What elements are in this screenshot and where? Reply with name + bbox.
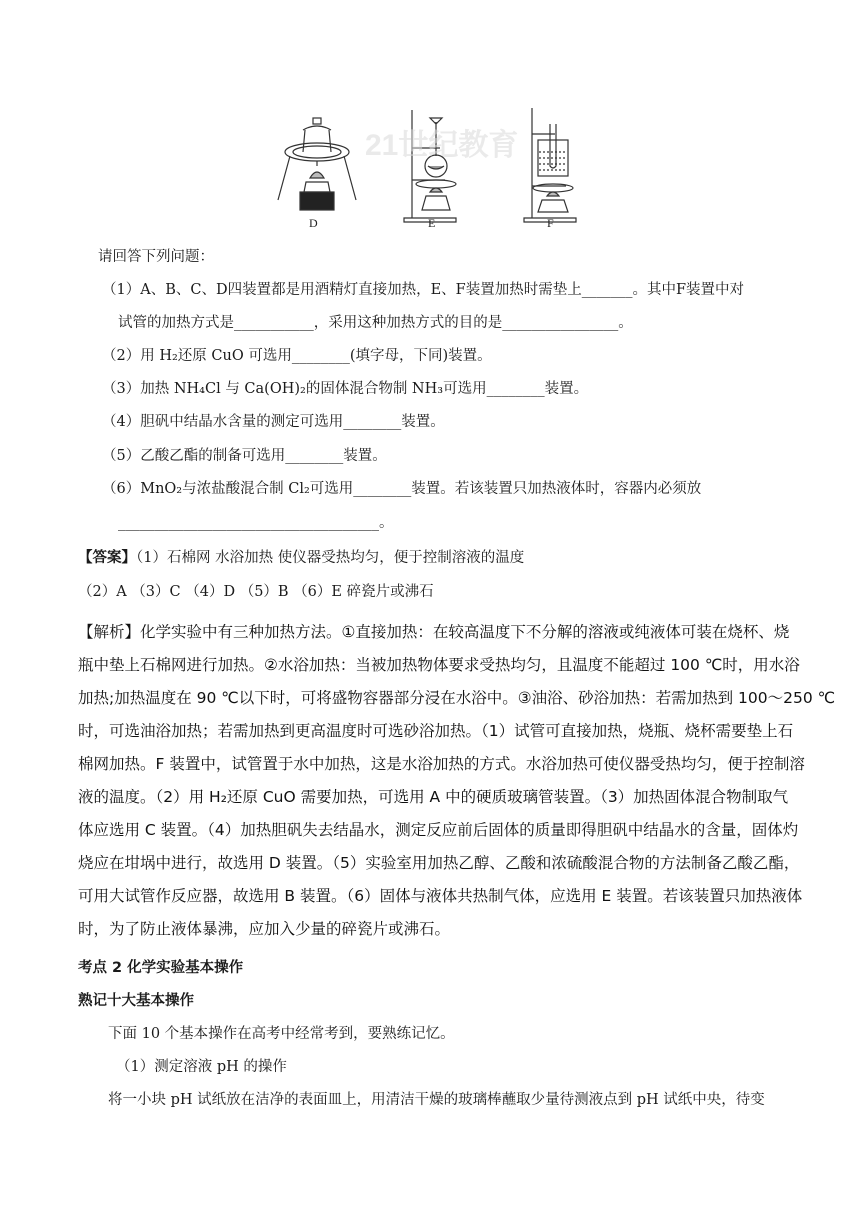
analysis-line: 时，可选油浴加热；若需加热到更高温度时可选砂浴加热。（1）试管可直接加热，烧瓶、烧杯需要垫上石 [78,722,794,740]
analysis-line: 烧应在坩埚中进行，故选用 D 装置。（5）实验室用加热乙醇、乙酸和浓硫酸混合物的方法制备乙酸乙酯， [78,854,800,872]
section-subheading: 熟记十大基本操作 [78,993,194,1009]
question-5: （5）乙酸乙酯的制备可选用________装置。 [102,448,387,464]
analysis-line: 时，为了防止液体暴沸，应加入少量的碎瓷片或沸石。 [78,920,451,938]
question-1-line-1: （1）A、B、C、D四装置都是用酒精灯直接加热，E、F装置加热时需垫上_______。其中F装置中对 [102,282,745,298]
answer-text-1: （1）石棉网 水浴加热 使仪器受热均匀，便于控制溶液的温度 [136,550,525,566]
question-4: （4）胆矾中结晶水含量的测定可选用________装置。 [102,414,445,430]
analysis-line: 体应选用 C 装置。（4）加热胆矾失去结晶水，测定反应前后固体的质量即得胆矾中结晶水的含量，固体灼 [78,821,799,839]
answer-tag: 【答案】 [78,550,136,566]
section-intro: 下面 10 个基本操作在高考中经常考到，要熟练记忆。 [108,1026,455,1042]
watermark-logo: 21世纪教育 [365,129,519,162]
question-6-line-2: ____________________________________。 [118,515,394,531]
analysis-line: 瓶中垫上石棉网进行加热。②水浴加热：当被加热物体要求受热均匀，且温度不能超过 100 ℃时，用水浴 [78,656,800,674]
analysis-line: 棉网加热。F 装置中，试管置于水中加热，这是水浴加热的方式。水浴加热可使仪器受热均匀，便于控制溶 [78,755,805,773]
analysis-line: 液的温度。（2）用 H₂还原 CuO 需要加热，可选用 A 中的硬质玻璃管装置。（3）加热固体混合物制取气 [78,788,789,806]
item-1-text: 将一小块 pH 试纸放在洁净的表面皿上，用清洁干燥的玻璃棒蘸取少量待测液点到 pH 试纸中央，待变 [108,1092,765,1108]
apparatus-figure [270,100,610,235]
question-1-line-2: 试管的加热方式是___________，采用这种加热方式的目的是________________。 [118,315,633,331]
section-heading: 考点 2 化学实验基本操作 [78,960,244,976]
question-6-line-1: （6）MnO₂与浓盐酸混合制 Cl₂可选用________装置。若该装置只加热液体时，容器内必须放 [102,481,702,497]
question-3: （3）加热 NH₄Cl 与 Ca(OH)₂的固体混合物制 NH₃可选用________装置。 [102,381,589,397]
analysis-line: 可用大试管作反应器，故选用 B 装置。（6）固体与液体共热制气体，应选用 E 装置。若该装置只加热液体 [78,887,803,905]
question-intro: 请回答下列问题： [98,249,214,265]
analysis-line: 【解析】化学实验中有三种加热方法。①直接加热：在较高温度下不分解的溶液或纯液体可装在烧杯、烧 [78,623,790,641]
item-1-title: （1）测定溶液 pH 的操作 [116,1059,287,1075]
figure-label-e: E [428,216,436,230]
figure-label-d: D [309,216,318,230]
question-2: （2）用 H₂还原 CuO 可选用________(填字母，下同)装置。 [102,348,492,364]
answer-line-1 [78,548,524,568]
figure-label-f: F [547,216,554,230]
answer-line-2: （2）A （3）C （4）D （5）B （6）E 碎瓷片或沸石 [78,584,434,600]
analysis-line: 加热;加热温度在 90 ℃以下时，可将盛物容器部分浸在水浴中。③油浴、砂浴加热：若需加热到 100～250 ℃ [78,689,836,707]
